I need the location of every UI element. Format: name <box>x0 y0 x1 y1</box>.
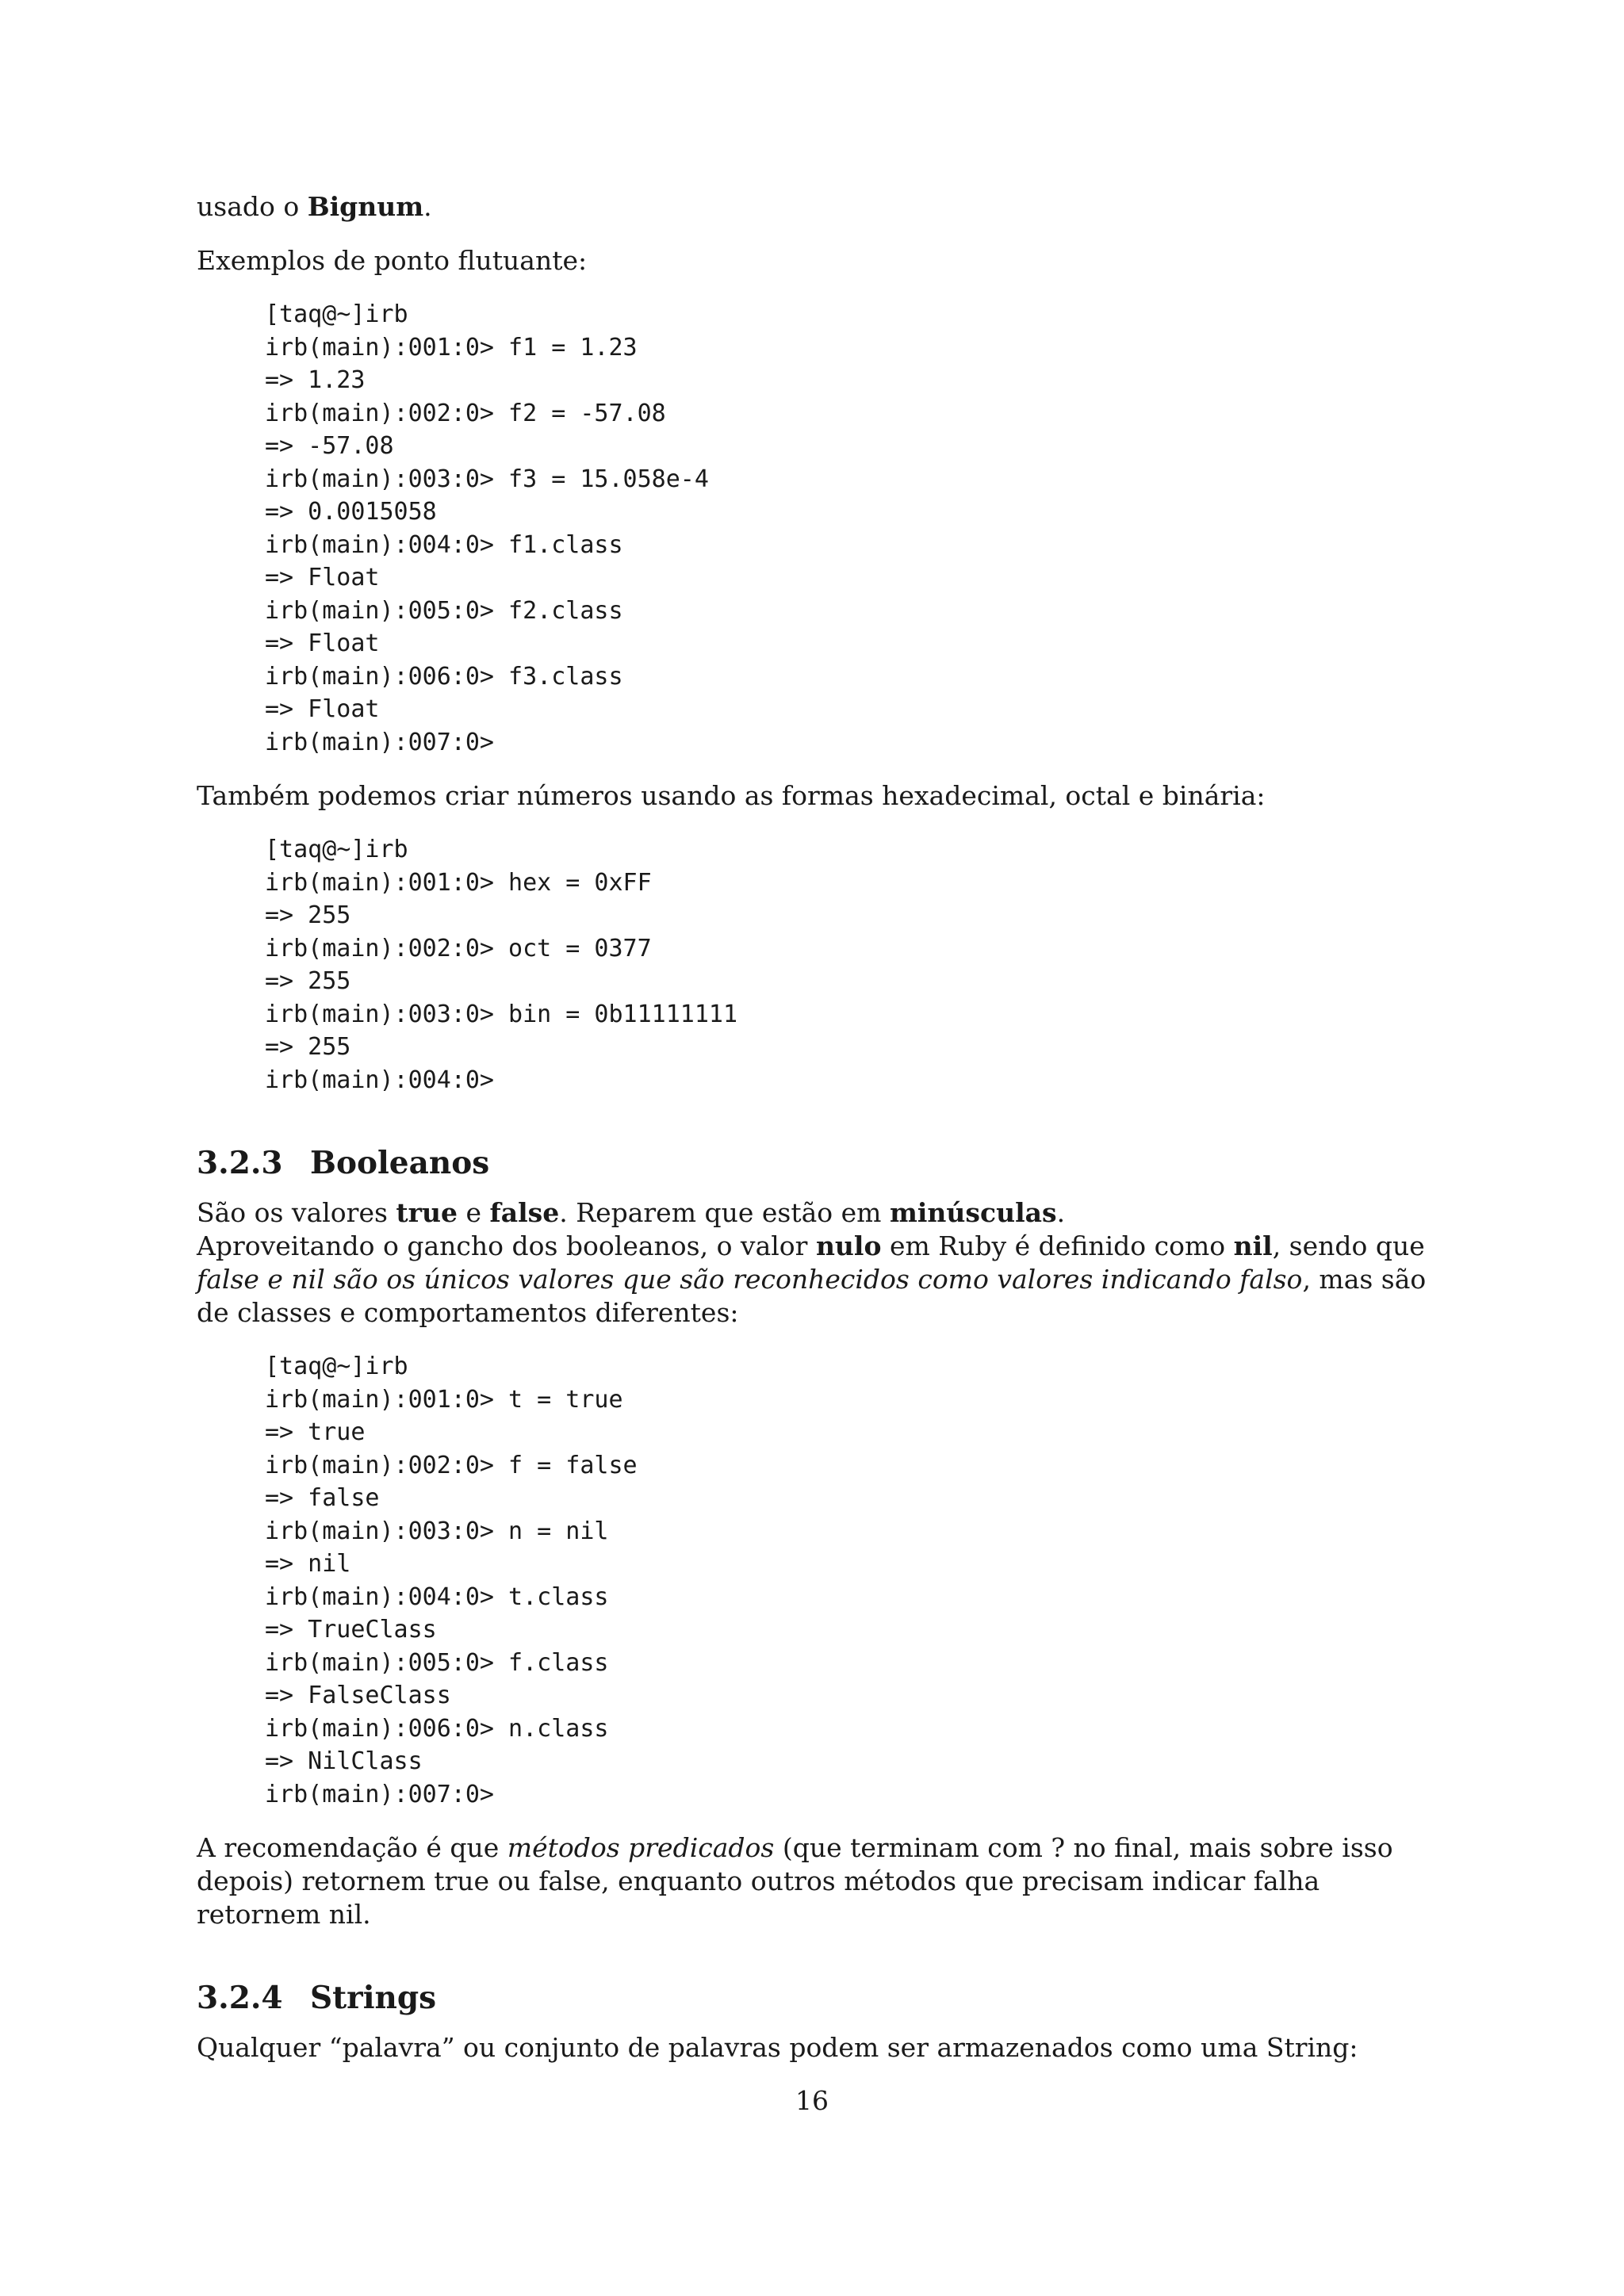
code-line: irb(main):007:0> <box>265 728 494 756</box>
code-block-booleanos <box>265 1350 1437 1811</box>
page-content <box>197 190 1437 2064</box>
code-line: irb(main):001:0> f1 = 1.23 <box>265 333 638 362</box>
paragraph-float-intro: Exemplos de ponto flutuante: <box>197 245 588 276</box>
code-line: irb(main):005:0> f.class <box>265 1648 609 1677</box>
code-line: => NilClass <box>265 1747 423 1775</box>
code-line: irb(main):002:0> f = false <box>265 1451 638 1479</box>
code-line: irb(main):001:0> hex = 0xFF <box>265 868 652 897</box>
code-line: irb(main):003:0> n = nil <box>265 1517 609 1545</box>
code-line: => Float <box>265 564 380 591</box>
code-line: irb(main):004:0> f1.class <box>265 530 623 559</box>
code-line: irb(main):001:0> t = true <box>265 1385 623 1414</box>
bold-bignum: Bignum <box>307 191 424 222</box>
code-line: => TrueClass <box>265 1616 437 1644</box>
code-line: irb(main):007:0> <box>265 1780 494 1808</box>
code-line: => Float <box>265 629 380 657</box>
code-line: => Float <box>265 695 380 723</box>
code-line: irb(main):004:0> t.class <box>265 1582 609 1611</box>
paragraph-booleanos-values: São os valores true e false. Reparem que estão em minúsculas. <box>197 1197 1066 1228</box>
code-line: => 1.23 <box>265 366 366 394</box>
code-line: => false <box>265 1484 380 1512</box>
code-line: irb(main):006:0> f3.class <box>265 662 623 691</box>
code-line: => 0.0015058 <box>265 498 437 526</box>
paragraph-bignum: usado o Bignum. <box>197 191 432 222</box>
code-line: => true <box>265 1418 366 1446</box>
paragraph-strings: Qualquer “palavra” ou conjunto de palavras podem ser armazenados como uma String: <box>197 2032 1358 2063</box>
code-line: irb(main):004:0> <box>265 1066 494 1094</box>
code-line: [taq@~]irb <box>265 836 408 863</box>
page-number: 16 <box>795 2085 829 2116</box>
paragraph-recomendacao: A recomendação é que métodos predicados (que terminam com ? no final, mais sobre isso depois) retornem true ou false, enquanto outros métodos que precisam indicar falha retornem nil. <box>197 1832 1393 1930</box>
code-block-hex <box>265 833 1437 1096</box>
code-line: irb(main):002:0> f2 = -57.08 <box>265 399 666 427</box>
code-block-float <box>265 298 1437 759</box>
code-line: irb(main):003:0> f3 = 15.058e-4 <box>265 465 709 493</box>
code-line: [taq@~]irb <box>265 300 408 328</box>
code-line: [taq@~]irb <box>265 1353 408 1380</box>
code-line: => -57.08 <box>265 432 394 460</box>
code-line: => 255 <box>265 1033 351 1061</box>
section-heading-booleanos: 3.2.3 Booleanos <box>197 1145 490 1181</box>
code-line: => 255 <box>265 967 351 995</box>
code-line: irb(main):006:0> n.class <box>265 1714 609 1743</box>
section-heading-strings: 3.2.4 Strings <box>197 1980 437 2016</box>
code-line: irb(main):002:0> oct = 0377 <box>265 934 652 962</box>
code-line: => FalseClass <box>265 1682 451 1709</box>
code-line: irb(main):003:0> bin = 0b11111111 <box>265 1000 738 1028</box>
paragraph-booleanos-nil: Aproveitando o gancho dos booleanos, o valor nulo em Ruby é definido como nil, sendo que false e nil são os únicos valores que são reconhecidos como valores indicando falso, mas são de classes e comportamentos diferentes: <box>197 1230 1427 1328</box>
code-line: irb(main):005:0> f2.class <box>265 596 623 625</box>
code-line: => 255 <box>265 901 351 929</box>
paragraph-hex-intro: Também podemos criar números usando as formas hexadecimal, octal e binária: <box>197 780 1266 811</box>
code-line: => nil <box>265 1550 351 1578</box>
